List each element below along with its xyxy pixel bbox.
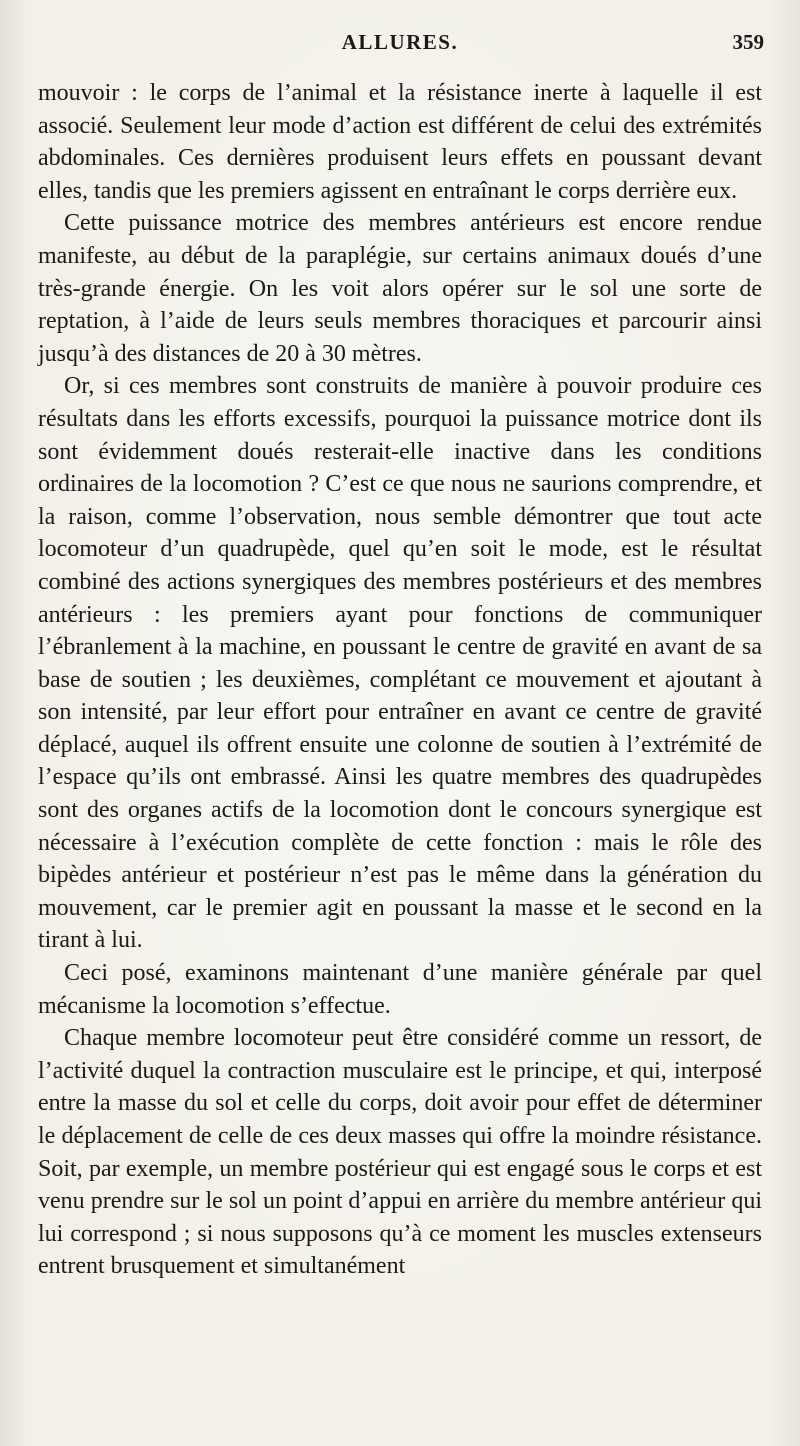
body-text xyxy=(38,77,762,1283)
paragraph-continued: mouvoir : le corps de l’animal et la résistance inerte à laquelle il est associé. Seulement leur mode d’action est différent de celui des extrémités abdominales. Ces dernières produisent leurs effets en poussant devant elles, tandis que les premiers agissent en entraînant le corps derrière eux. xyxy=(38,80,762,204)
page-number: 359 xyxy=(732,30,764,54)
running-head: ALLURES. xyxy=(341,30,459,54)
paragraph: Chaque membre locomoteur peut être considéré comme un ressort, de l’activité duquel la contraction musculaire est le principe, et qui, interposé entre la masse du sol et celle du corps, doit avoir pour effet de déterminer le déplacement de celle de ces deux masses qui offre la moindre résistance. Soit, par exemple, un membre postérieur qui est engagé sous le corps et est venu prendre sur le sol un point d’appui en arrière du membre antérieur qui lui correspond ; si nous supposons qu’à ce moment les muscles extenseurs entrent brusquement et simultanément xyxy=(38,1025,762,1280)
paragraph: Ceci posé, examinons maintenant d’une manière générale par quel mécanisme la locomotion s’effectue. xyxy=(38,960,762,1019)
paragraph: Or, si ces membres sont construits de manière à pouvoir produire ces résultats dans les efforts excessifs, pourquoi la puissance motrice dont ils sont évidemment doués resterait-elle inactive dans les conditions ordinaires de la locomotion ? C’est ce que nous ne saurions comprendre, et la raison, comme l’observation, nous semble démontrer que tout acte locomoteur d’un quadrupède, quel qu’en soit le mode, est le résultat combiné des actions synergiques des membres postérieurs et des membres antérieurs : les premiers ayant pour fonctions de communiquer l’ébranlement à la machine, en poussant le centre de gravité en avant de sa base de soutien ; les deuxièmes, complétant ce mouvement et ajoutant à son intensité, par leur effort pour entraîner en avant ce centre de gravité déplacé, auquel ils offrent ensuite une colonne de soutien à l’extrémité de l’espace qu’ils ont embrassé. Ainsi les quatre membres des quadrupèdes sont des organes actifs de la locomotion dont le concours synergique est nécessaire à l’exécution complète de cette fonction : mais le rôle des bipèdes antérieur et postérieur n’est pas le même dans la génération du mouvement, car le premier agit en poussant la masse et le second en la tirant à lui. xyxy=(38,373,762,954)
paragraph: Cette puissance motrice des membres antérieurs est encore rendue manifeste, au début de la paraplégie, sur certains animaux doués d’une très-grande énergie. On les voit alors opérer sur le sol une sorte de reptation, à l’aide de leurs seuls membres thoraciques et parcourir ainsi jusqu’à des distances de 20 à 30 mètres. xyxy=(38,210,762,367)
page-header xyxy=(36,30,764,62)
